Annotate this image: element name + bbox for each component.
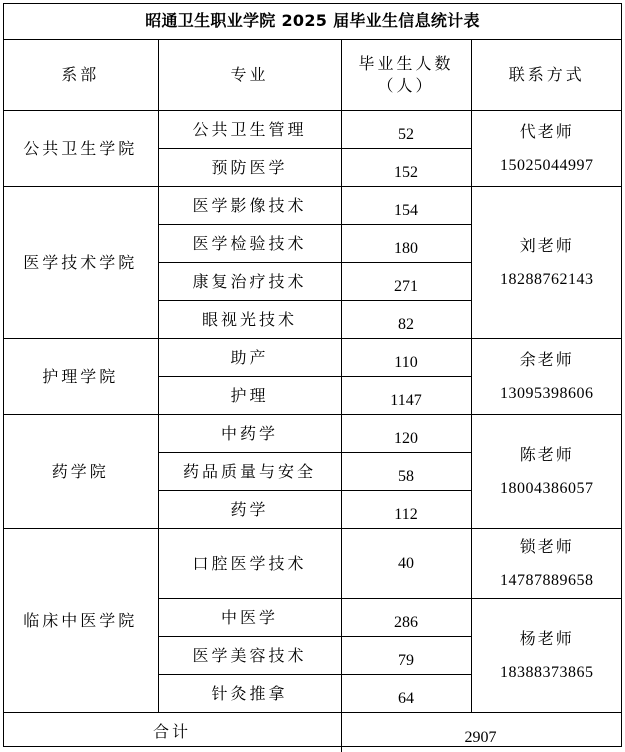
count-cell: 152 (341, 149, 471, 187)
contact-phone: 14787889658 (500, 571, 594, 589)
major-cell: 康复治疗技术 (158, 263, 341, 301)
major-cell: 中医学 (158, 599, 341, 637)
table-row (3, 529, 622, 599)
header-major: 专业 (158, 40, 341, 111)
major-cell: 助产 (158, 339, 341, 377)
table-row (3, 415, 622, 453)
count-cell: 154 (341, 187, 471, 225)
count-cell: 112 (341, 491, 471, 529)
count-cell: 1147 (341, 377, 471, 415)
major-cell: 中药学 (158, 415, 341, 453)
contact-phone: 18004386057 (500, 479, 594, 497)
contact-cell (471, 599, 622, 713)
count-cell: 110 (341, 339, 471, 377)
major-cell: 针灸推拿 (158, 675, 341, 713)
contact-name: 锁老师 (519, 536, 574, 556)
header-graduates-unit: （人） (377, 76, 435, 95)
major-cell: 医学美容技术 (158, 637, 341, 675)
contact-phone: 18388373865 (500, 663, 594, 681)
department-cell: 公共卫生学院 (3, 111, 158, 187)
count-cell: 180 (341, 225, 471, 263)
contact-phone: 13095398606 (500, 384, 594, 402)
header-graduates-label: 毕业生人数 (358, 54, 454, 73)
count-cell: 286 (341, 599, 471, 637)
header-graduates (341, 40, 471, 111)
contact-name: 刘老师 (519, 235, 574, 255)
major-cell: 口腔医学技术 (158, 529, 341, 599)
contact-cell (471, 339, 622, 415)
total-row (3, 713, 622, 752)
major-cell: 眼视光技术 (158, 301, 341, 339)
contact-name: 杨老师 (519, 628, 574, 648)
total-label: 合计 (3, 713, 341, 752)
count-cell: 82 (341, 301, 471, 339)
major-cell: 公共卫生管理 (158, 111, 341, 149)
table-row (3, 339, 622, 377)
department-cell: 护理学院 (3, 339, 158, 415)
count-cell: 58 (341, 453, 471, 491)
contact-cell (471, 529, 622, 599)
department-cell: 临床中医学院 (3, 529, 158, 713)
table-row (3, 111, 622, 149)
contact-name: 陈老师 (519, 444, 574, 464)
header-department: 系部 (3, 40, 158, 111)
count-cell: 271 (341, 263, 471, 301)
count-cell: 64 (341, 675, 471, 713)
major-cell: 医学影像技术 (158, 187, 341, 225)
contact-name: 余老师 (519, 349, 574, 369)
major-cell: 药品质量与安全 (158, 453, 341, 491)
major-cell: 预防医学 (158, 149, 341, 187)
major-cell: 护理 (158, 377, 341, 415)
department-cell: 医学技术学院 (3, 187, 158, 339)
contact-cell (471, 111, 622, 187)
table-title: 昭通卫生职业学院 2025 届毕业生信息统计表 (3, 3, 622, 40)
contact-name: 代老师 (519, 121, 574, 141)
graduate-statistics-table (3, 39, 622, 752)
department-cell: 药学院 (3, 415, 158, 529)
contact-phone: 15025044997 (500, 156, 594, 174)
count-cell: 79 (341, 637, 471, 675)
count-cell: 52 (341, 111, 471, 149)
contact-cell (471, 415, 622, 529)
header-row (3, 40, 622, 111)
major-cell: 药学 (158, 491, 341, 529)
contact-cell (471, 187, 622, 339)
table-row (3, 187, 622, 225)
count-cell: 40 (341, 529, 471, 599)
count-cell: 120 (341, 415, 471, 453)
total-value: 2907 (341, 713, 622, 752)
header-contact: 联系方式 (471, 40, 622, 111)
contact-phone: 18288762143 (500, 270, 594, 288)
major-cell: 医学检验技术 (158, 225, 341, 263)
